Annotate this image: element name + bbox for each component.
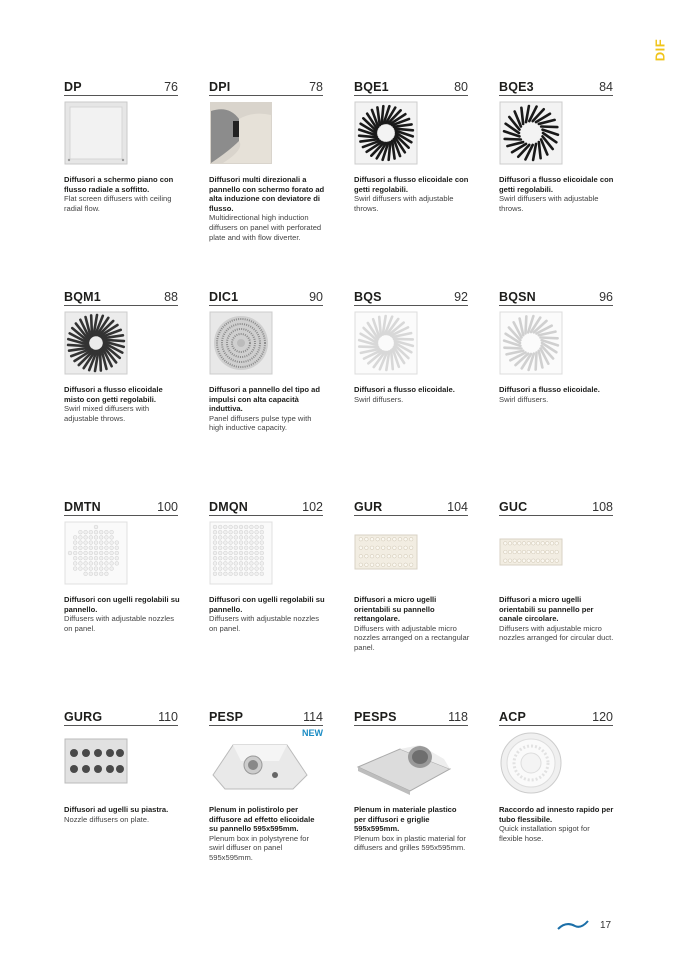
page-ref: 102 <box>302 500 323 514</box>
description-it: Diffusori con ugelli regolabili su pannello. <box>64 595 180 614</box>
product-code: ACP <box>499 710 526 724</box>
product-code: BQM1 <box>64 290 101 304</box>
product-card-guc[interactable] <box>499 498 614 643</box>
page-ref: 80 <box>454 80 468 94</box>
product-card-pesp[interactable] <box>209 708 323 862</box>
product-card-gur[interactable] <box>354 498 470 652</box>
description-en: Diffusers with adjustable nozzles on panel. <box>209 614 320 633</box>
page-ref: 108 <box>592 500 613 514</box>
product-card-bqm1[interactable] <box>64 288 178 423</box>
product-code: BQS <box>354 290 382 304</box>
page-ref: 118 <box>448 710 468 724</box>
page-ref: 76 <box>164 80 178 94</box>
brand-wave-logo <box>557 918 589 932</box>
product-image-gurg <box>64 731 128 795</box>
product-card-dp[interactable] <box>64 78 178 213</box>
product-code: DIC1 <box>209 290 239 304</box>
product-card-dpi[interactable] <box>209 78 325 242</box>
product-code: DP <box>64 80 82 94</box>
product-code: GURG <box>64 710 103 724</box>
product-image-dic1 <box>209 311 273 375</box>
description-it: Diffusori a flusso elicoidale. <box>354 385 455 394</box>
product-image-pesp <box>209 731 309 795</box>
product-code: BQSN <box>499 290 536 304</box>
page-ref: 96 <box>599 290 613 304</box>
description-en: Quick installation spigot for flexible hose. <box>499 824 590 843</box>
product-image-bqsn <box>499 311 563 375</box>
description-it: Diffusori a flusso elicoidale. <box>499 385 600 394</box>
product-card-gurg[interactable] <box>64 708 178 824</box>
page-ref: 92 <box>454 290 468 304</box>
description-en: Diffusers with adjustable micro nozzles arranged for circular duct. <box>499 623 614 643</box>
product-code: GUC <box>499 500 528 514</box>
description-en: Panel diffusers pulse type with high inductive capacity. <box>209 413 312 433</box>
page-ref: 120 <box>592 710 613 724</box>
product-card-dmqn[interactable] <box>209 498 325 633</box>
product-code: BQE3 <box>499 80 534 94</box>
description-en: Swirl diffusers with adjustable throws. <box>354 194 454 213</box>
product-image-bqs <box>354 311 418 375</box>
description-it: Diffusori a schermo piano con flusso radiale a soffitto. <box>64 175 174 194</box>
page-ref: 100 <box>157 500 178 514</box>
page-ref: 78 <box>309 80 323 94</box>
product-card-dmtn[interactable] <box>64 498 180 633</box>
product-image-gur <box>354 521 418 585</box>
page-ref: 88 <box>164 290 178 304</box>
description-en: Flat screen diffusers with ceiling radial flow. <box>64 194 172 213</box>
product-card-bqe1[interactable] <box>354 78 469 213</box>
product-image-dmtn <box>64 521 128 585</box>
product-image-dpi <box>209 101 273 165</box>
product-code: DPI <box>209 80 231 94</box>
description-it: Diffusori con ugelli regolabili su pannello. <box>209 595 325 614</box>
product-image-bqm1 <box>64 311 128 375</box>
product-image-bqe3 <box>499 101 563 165</box>
new-badge: NEW <box>302 728 323 738</box>
product-code: PESP <box>209 710 244 724</box>
description-it: Raccordo ad innesto rapido per tubo flessibile. <box>499 805 614 824</box>
description-it: Diffusori ad ugelli su piastra. <box>64 805 169 814</box>
product-image-bqe1 <box>354 101 418 165</box>
description-it: Diffusori a flusso elicoidale misto con getti regolabili. <box>64 385 163 404</box>
product-code: GUR <box>354 500 383 514</box>
description-it: Plenum in materiale plastico per diffusori e griglie 595x595mm. <box>354 805 457 834</box>
product-image-acp <box>499 731 563 795</box>
product-card-bqe3[interactable] <box>499 78 614 213</box>
product-card-pesps[interactable] <box>354 708 468 853</box>
product-image-dmqn <box>209 521 273 585</box>
description-en: Nozzle diffusers on plate. <box>64 814 150 824</box>
product-card-acp[interactable] <box>499 708 614 843</box>
description-en: Multidirectional high induction diffusers on panel with perforated plate and with flow diverter. <box>209 213 322 242</box>
description-en: Swirl diffusers. <box>499 394 549 404</box>
description-en: Swirl mixed diffusers with adjustable throws. <box>64 404 150 423</box>
description-it: Plenum in polistirolo per diffusore ad effetto elicoidale su pannello 595x595mm. <box>209 805 315 834</box>
page-ref: 90 <box>309 290 323 304</box>
description-en: Swirl diffusers with adjustable throws. <box>499 194 599 213</box>
section-tab <box>650 30 670 70</box>
product-code: BQE1 <box>354 80 389 94</box>
page-ref: 110 <box>158 710 178 724</box>
product-card-dic1[interactable] <box>209 288 323 433</box>
page-ref: 104 <box>447 500 468 514</box>
product-code: DMQN <box>209 500 248 514</box>
description-en: Plenum box in polystyrene for swirl diffuser on panel 595x595mm. <box>209 833 310 862</box>
product-card-bqsn[interactable] <box>499 288 613 404</box>
product-image-guc <box>499 521 563 585</box>
description-it: Diffusori a flusso elicoidale con getti regolabili. <box>354 175 469 194</box>
description-it: Diffusori a pannello del tipo ad impulsi con alta capacità induttiva. <box>209 385 320 414</box>
description-it: Diffusori a flusso elicoidale con getti regolabili. <box>499 175 614 194</box>
page-ref: 84 <box>599 80 613 94</box>
description-en: Plenum box in plastic material for diffusers and grilles 595x595mm. <box>354 833 466 853</box>
product-code: PESPS <box>354 710 397 724</box>
description-en: Diffusers with adjustable micro nozzles arranged on a rectangular panel. <box>354 623 470 652</box>
page-ref: 114 <box>303 710 323 724</box>
product-image-pesps <box>354 731 454 795</box>
page-number: 17 <box>600 920 612 931</box>
description-en: Diffusers with adjustable nozzles on panel. <box>64 614 175 633</box>
description-it: Diffusori a micro ugelli orientabili su pannello rettangolare. <box>354 595 437 624</box>
description-it: Diffusori a micro ugelli orientabili su pannello per canale circolare. <box>499 595 594 624</box>
product-image-dp <box>64 101 128 165</box>
product-code: DMTN <box>64 500 101 514</box>
description-it: Diffusori multi direzionali a pannello con schermo forato ad alta induzione con deviatore di flusso. <box>209 175 325 213</box>
section-tab-label: DIF <box>652 38 668 62</box>
product-card-bqs[interactable] <box>354 288 468 404</box>
description-en: Swirl diffusers. <box>354 394 404 404</box>
